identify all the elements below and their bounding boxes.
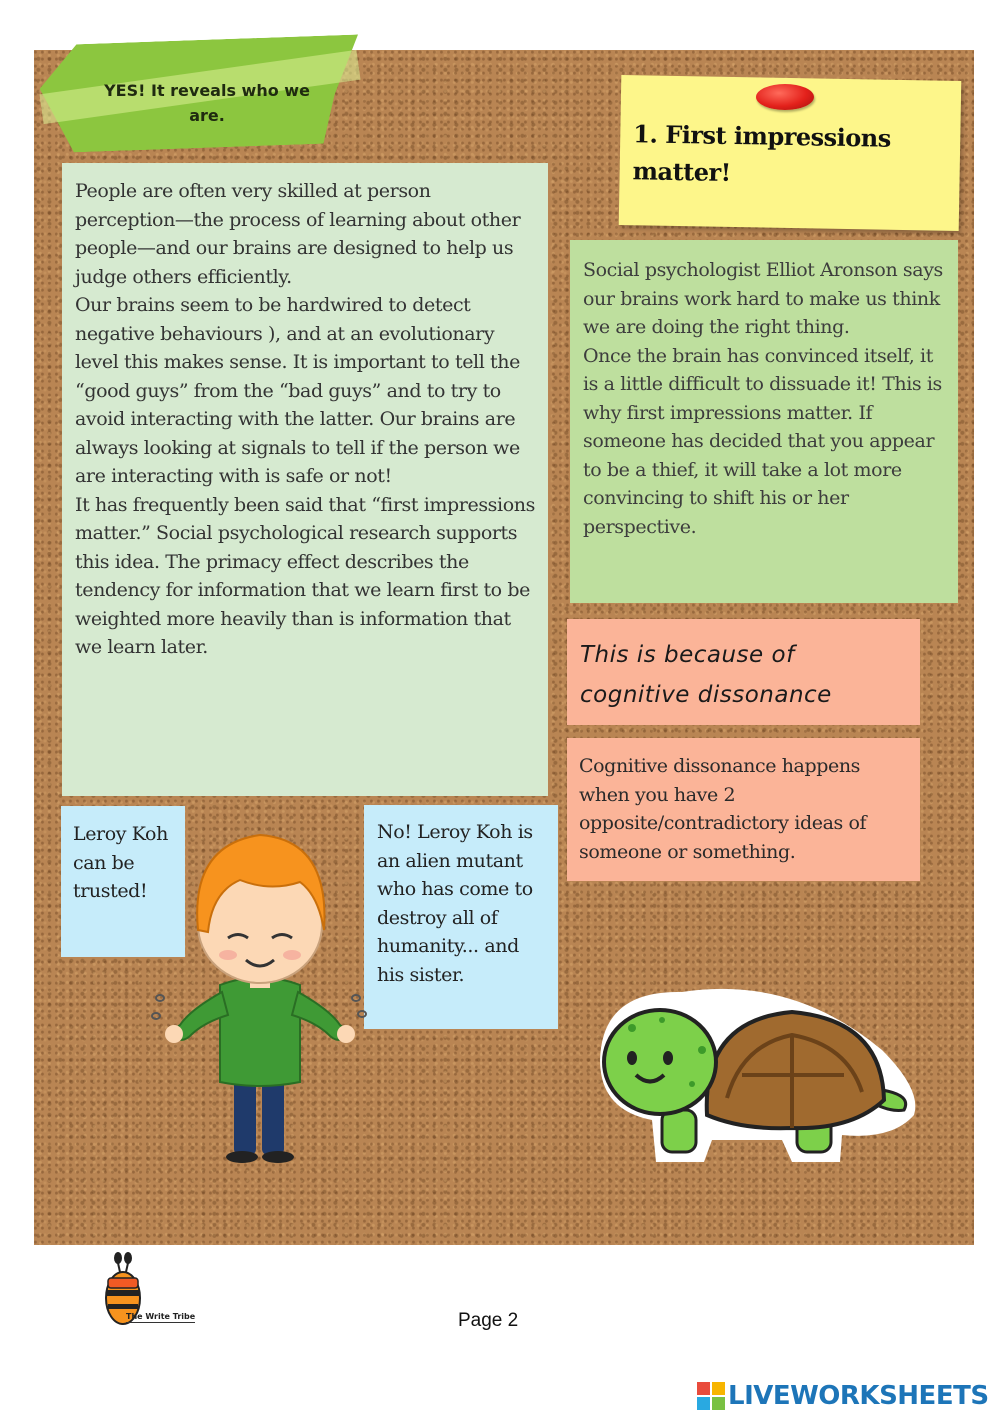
liveworksheets-logo-icon xyxy=(697,1382,725,1410)
dissonance-definition-note: Cognitive dissonance happens when you have 2 opposite/contradictory ideas of someone or something. xyxy=(567,738,920,881)
aronson-note xyxy=(570,240,958,603)
page-number: Page 2 xyxy=(458,1310,519,1331)
turtle-sticker-illustration xyxy=(592,980,922,1170)
paragraph-primacy: It has frequently been said that “first impressions matter.” Social psychological research supports this idea. The primacy effect describes the tendency for information that we learn first to be weighted more heavily than is information that we learn later. xyxy=(75,493,535,658)
paragraph-dissuade: Once the brain has convinced itself, it is a little difficult to dissuade it! This is why first impressions matter. If someone has decided that you appear to be a thief, it will take a lot more convincing to shift his or her perspective. xyxy=(583,344,942,538)
tape-note-text: YES! It reveals who we are. xyxy=(104,81,310,125)
logo-text: The Write Tribe xyxy=(126,1312,196,1321)
person-perception-note xyxy=(62,163,548,796)
trust-speech-note: Leroy Koh can be trusted! xyxy=(61,806,185,957)
paragraph-hardwired: Our brains seem to be hardwired to detect negative behaviours ), and at an evolutionary level this makes sense. It is important to tell the “good guys” from the “bad guys” and to try to avoid interacting with the latter. Our brains are always looking at signals to tell if the person we are interacting with is safe or not! xyxy=(75,294,520,487)
paragraph-aronson: Social psychologist Elliot Aronson says our brains work hard to make us think we are doing the right thing. xyxy=(583,259,943,338)
liveworksheets-wordmark: LIVEWORKSHEETS xyxy=(728,1381,989,1411)
dissonance-title-note: This is because of cognitive dissonance xyxy=(567,619,920,725)
alien-speech-note: No! Leroy Koh is an alien mutant who has come to destroy all of humanity... and his sister. xyxy=(364,805,558,1029)
page-title: 1. First impressions matter! xyxy=(632,119,892,187)
liveworksheets-watermark xyxy=(697,1380,993,1412)
paragraph-perception: People are often very skilled at person perception—the process of learning about other people—and our brains are designed to help us judge others efficiently. xyxy=(75,180,521,288)
shrugging-boy-illustration xyxy=(150,800,370,1165)
push-pin-icon xyxy=(756,84,814,110)
